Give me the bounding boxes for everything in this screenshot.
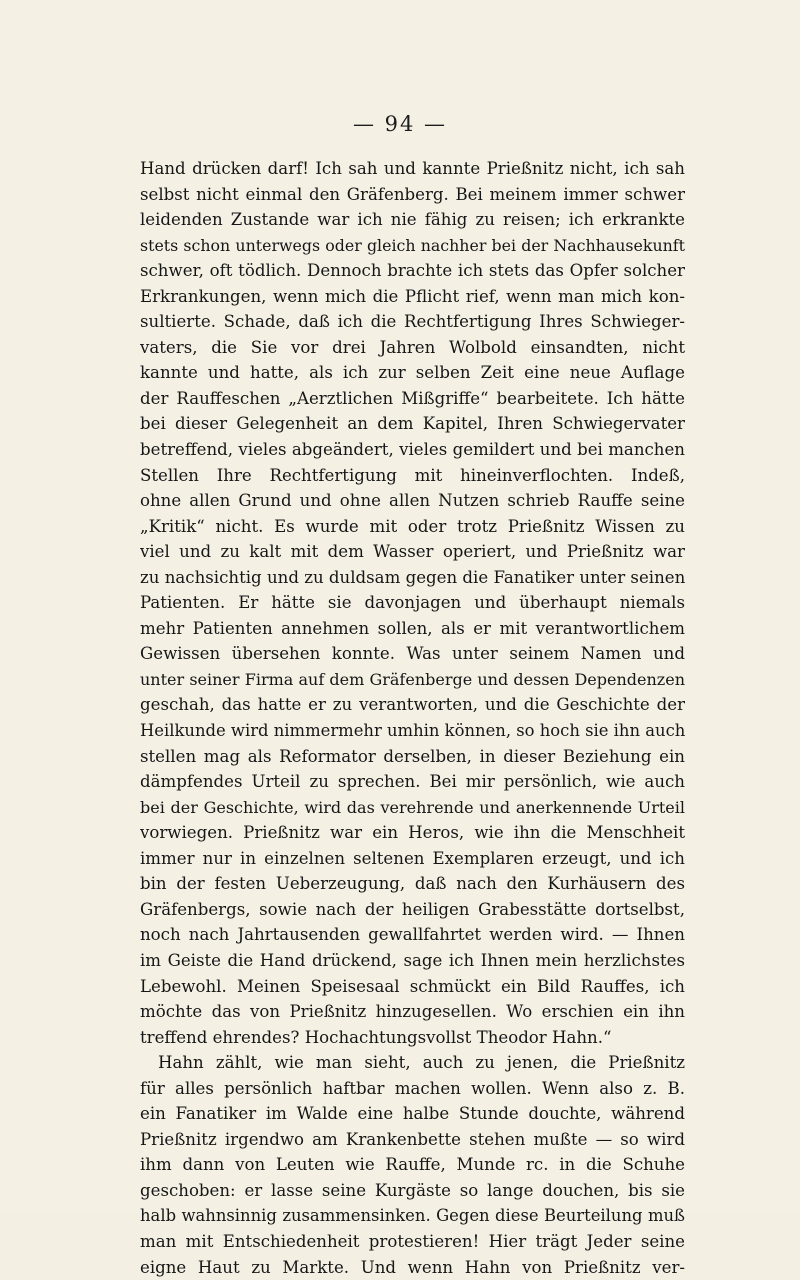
text-line: stets schon unterwegs oder gleich nachher bei der Nachhausekunft	[140, 235, 685, 255]
text-line: im Geiste die Hand drückend, sage ich Ihnen mein herzlichstes	[140, 950, 685, 970]
text-line: man mit Entschiedenheit protestieren! Hier trägt Jeder seine	[140, 1231, 685, 1251]
text-line: betreffend, vieles abgeändert, vieles gemildert und bei manchen	[140, 440, 685, 460]
text-line: bei der Geschichte, wird das verehrende und anerkennende Urteil	[140, 797, 685, 817]
text-line: Heilkunde wird nimmermehr umhin können, so hoch sie ihn auch	[140, 721, 685, 741]
text-line: sultierte. Schade, daß ich die Rechtfertigung Ihres Schwieger-	[140, 312, 685, 332]
text-line: selbst nicht einmal den Gräfenberg. Bei meinem immer schwer	[140, 184, 685, 204]
text-line: möchte das von Prießnitz hinzugesellen. Wo erschien ein ihn	[140, 1002, 685, 1022]
text-line: viel und zu kalt mit dem Wasser operiert, und Prießnitz war	[140, 542, 685, 562]
text-line: eigne Haut zu Markte. Und wenn Hahn von Prießnitz ver-	[140, 1257, 685, 1277]
text-line: Lebewohl. Meinen Speisesaal schmückt ein Bild Rauffes, ich	[140, 976, 685, 996]
text-line: kannte und hatte, als ich zur selben Zeit eine neue Auflage	[140, 363, 685, 383]
text-line: immer nur in einzelnen seltenen Exemplaren erzeugt, und ich	[140, 848, 685, 868]
text-line: für alles persönlich haftbar machen wollen. Wenn also z. B.	[140, 1078, 685, 1098]
text-line: unter seiner Firma auf dem Gräfenberge und dessen Dependenzen	[140, 669, 685, 689]
text-line: stellen mag als Reformator derselben, in dieser Beziehung ein	[140, 746, 685, 766]
text-line: bin der festen Ueberzeugung, daß nach den Kurhäusern des	[140, 874, 685, 894]
text-line: treffend ehrendes? Hochachtungsvollst Theodor Hahn.“	[140, 1027, 612, 1047]
text-line: ein Fanatiker im Walde eine halbe Stunde douchte, während	[140, 1104, 685, 1124]
text-line: geschah, das hatte er zu verantworten, und die Geschichte der	[140, 695, 685, 715]
text-line: Erkrankungen, wenn mich die Pflicht rief, wenn man mich kon-	[140, 286, 685, 306]
text-line: vaters, die Sie vor drei Jahren Wolbold einsandten, nicht	[140, 337, 685, 357]
text-line: bei dieser Gelegenheit an dem Kapitel, Ihren Schwiegervater	[140, 414, 685, 434]
text-line: halb wahnsinnig zusammensinken. Gegen diese Beurteilung muß	[140, 1206, 685, 1226]
text-line: leidenden Zustande war ich nie fähig zu reisen; ich erkrankte	[140, 210, 685, 230]
text-line: schwer, oft tödlich. Dennoch brachte ich stets das Opfer solcher	[140, 261, 685, 281]
text-line: Gräfenbergs, sowie nach der heiligen Grabesstätte dortselbst,	[140, 899, 685, 919]
text-line: Patienten. Er hätte sie davonjagen und überhaupt niemals	[140, 593, 685, 613]
text-line: noch nach Jahrtausenden gewallfahrtet werden wird. — Ihnen	[140, 925, 685, 945]
text-line: dämpfendes Urteil zu sprechen. Bei mir persönlich, wie auch	[140, 772, 685, 792]
text-line: vorwiegen. Prießnitz war ein Heros, wie ihn die Menschheit	[140, 823, 685, 843]
text-line: Gewissen übersehen konnte. Was unter seinem Namen und	[140, 644, 685, 664]
text-line: der Rauffeschen „Aerztlichen Mißgriffe“ bearbeitete. Ich hätte	[140, 388, 685, 408]
text-line: Hahn zählt, wie man sieht, auch zu jenen, die Prießnitz	[158, 1053, 685, 1073]
text-line: ohne allen Grund und ohne allen Nutzen schrieb Rauffe seine	[140, 491, 685, 511]
page-number: — 94 —	[352, 112, 448, 136]
text-line: geschoben: er lasse seine Kurgäste so lange douchen, bis sie	[140, 1180, 685, 1200]
text-line: ihm dann von Leuten wie Rauffe, Munde rc. in die Schuhe	[140, 1155, 685, 1175]
text-line: mehr Patienten annehmen sollen, als er mit verantwortlichem	[140, 618, 685, 638]
text-line: zu nachsichtig und zu duldsam gegen die Fanatiker unter seinen	[140, 567, 685, 587]
text-line: Prießnitz irgendwo am Krankenbette stehen mußte — so wird	[140, 1129, 685, 1149]
body-text	[140, 156, 685, 1280]
text-line: Stellen Ihre Rechtfertigung mit hineinverflochten. Indeß,	[140, 465, 685, 485]
text-line: „Kritik“ nicht. Es wurde mit oder trotz Prießnitz Wissen zu	[140, 516, 685, 536]
text-line: Hand drücken darf! Ich sah und kannte Prießnitz nicht, ich sah	[140, 159, 685, 178]
